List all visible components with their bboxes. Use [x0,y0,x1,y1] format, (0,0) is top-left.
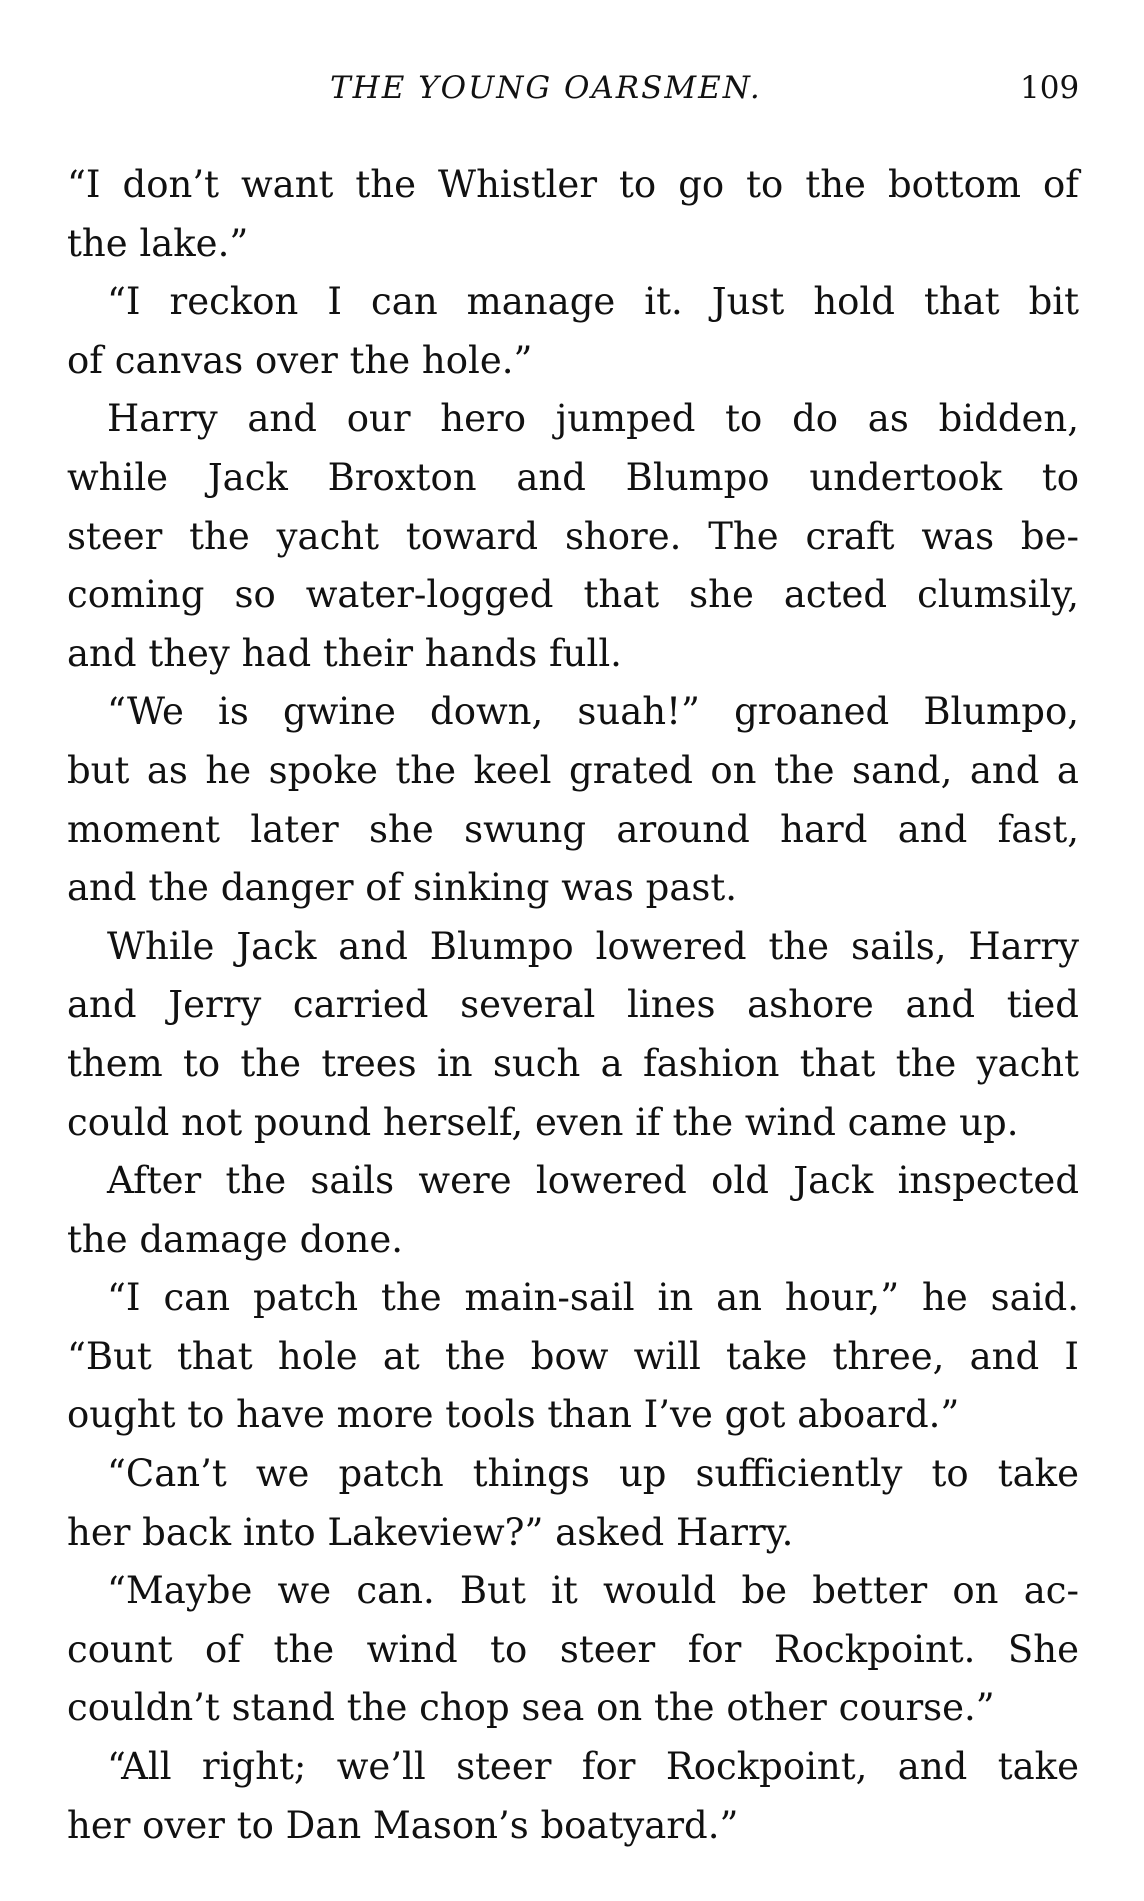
text-line: “Can’t we patch things up sufficiently to take [107,1452,1079,1496]
text-line: and they had their hands full. [67,631,622,675]
text-line: them to the trees in such a fashion that the yacht [67,1041,1079,1085]
text-line: “I reckon I can manage it. Just hold that bit [107,280,1079,324]
text-line: “I don’t want the Whistler to go to the bottom of [67,163,1079,206]
text-line: “All right; we’ll steer for Rockpoint, and take [107,1745,1079,1789]
text-line: count of the wind to steer for Rockpoint. She [67,1627,1079,1671]
text-line: steer the yacht toward shore. The craft was be- [67,514,1079,558]
text-line: could not pound herself, even if the wind came up. [67,1100,1019,1144]
text-line: coming so water-logged that she acted clumsily, [67,573,1079,617]
text-line: moment later she swung around hard and fast, [67,807,1079,851]
text-line: Harry and our hero jumped to do as bidden, [107,397,1079,441]
text-line: “Maybe we can. But it would be better on ac- [107,1569,1079,1613]
text-line: the lake.” [67,221,249,265]
text-line: and the danger of sinking was past. [67,866,738,910]
body-text [67,156,1079,1855]
text-line: “But that hole at the bow will take three, and I [67,1334,1079,1378]
text-line: her back into Lakeview?” asked Harry. [67,1510,794,1554]
text-line: of canvas over the hole.” [67,338,533,382]
page-number: 109 [1020,70,1080,106]
running-head [0,66,1144,110]
text-line: and Jerry carried several lines ashore and tied [67,983,1079,1027]
text-line: couldn’t stand the chop sea on the other course.” [67,1686,995,1730]
text-line: but as he spoke the keel grated on the sand, and a [67,748,1079,792]
running-title: THE YOUNG OARSMEN. [330,70,762,106]
text-line: while Jack Broxton and Blumpo undertook to [67,455,1079,499]
text-line: “I can patch the main-sail in an hour,” he said. [107,1276,1079,1320]
text-line: her over to Dan Mason’s boatyard.” [67,1803,739,1847]
text-line: “We is gwine down, suah!” groaned Blumpo, [107,690,1079,734]
text-line: While Jack and Blumpo lowered the sails, Harry [107,924,1079,968]
text-line: the damage done. [67,1217,404,1261]
text-line: After the sails were lowered old Jack inspected [107,1159,1079,1203]
text-line: ought to have more tools than I’ve got aboard.” [67,1393,960,1437]
